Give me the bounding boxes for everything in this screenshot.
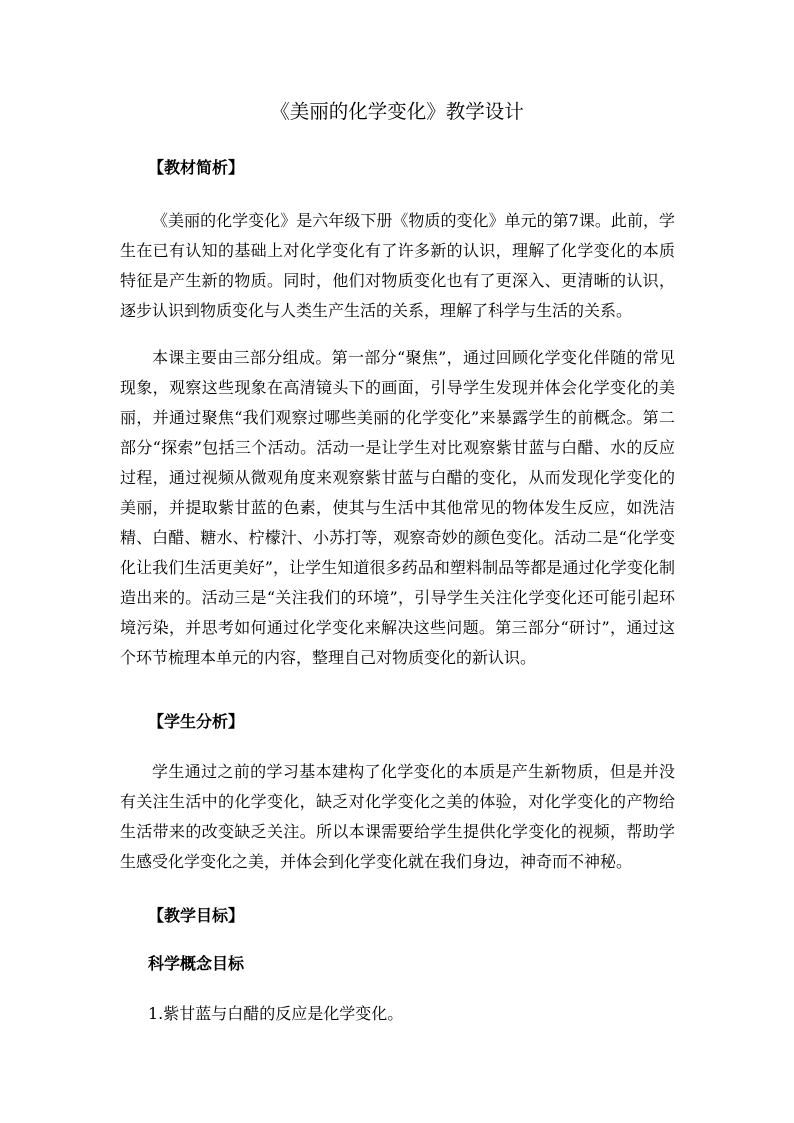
paragraph-student-analysis: 学生通过之前的学习基本建构了化学变化的本质是产生新物质，但是并没有关注生活中的化学变化，缺乏对化学变化之美的体验，对化学变化的产物给生活带来的改变缺乏关注。所以本课需要给学生提供化学变化的视频，帮助学生感受化学变化之美，并体会到化学变化就在我们身边，神奇而不神秘。 — [120, 762, 675, 871]
paragraph-textbook-analysis-1: 《美丽的化学变化》是六年级下册《物质的变化》单元的第7课。此前，学生在已有认知的基础上对化学变化有了许多新的认识，理解了化学变化的本质特征是产生新的物质。同时，他们对物质变化也有了更深入、更清晰的认识，逐步认识到物质变化与人类生产生活的关系，理解了科学与生活的关系。 — [120, 211, 675, 320]
paragraph-textbook-analysis-2: 本课主要由三部分组成。第一部分“聚焦”，通过回顾化学变化伴随的常见现象，观察这些现象在高清镜头下的画面，引导学生发现并体会化学变化的美丽，并通过聚焦“我们观察过哪些美丽的化学变化”来暴露学生的前概念。第二部分“探索”包括三个活动。活动一是让学生对比观察紫甘蓝与白醋、水的反应过程，通过视频从微观角度来观察紫甘蓝与白醋的变化，从而发现化学变化的美丽，并提取紫甘蓝的色素，使其与生活中其他常见的物体发生反应，如洗洁精、白醋、糖水、柠檬汁、小苏打等，观察奇妙的颜色变化。活动二是“化学变化让我们生活更美好”，让学生知道很多药品和塑料制品等都是通过化学变化制造出来的。活动三是“关注我们的环境”，引导学生关注化学变化还可能引起环境污染，并思考如何通过化学变化来解决这些问题。第三部分“研讨”，通过这个环节梳理本单元的内容，整理自己对物质变化的新认识。 — [120, 348, 675, 667]
section-heading-student-analysis: 【学生分析】 — [148, 712, 245, 731]
goal-item-1: 1.紫甘蓝与白醋的反应是化学变化。 — [148, 1004, 404, 1023]
section-heading-textbook-analysis: 【教材简析】 — [148, 158, 245, 177]
document-title: 《美丽的化学变化》教学设计 — [270, 100, 524, 123]
section-heading-teaching-goals: 【教学目标】 — [148, 906, 245, 925]
subheading-science-concept-goals: 科学概念目标 — [148, 954, 245, 973]
